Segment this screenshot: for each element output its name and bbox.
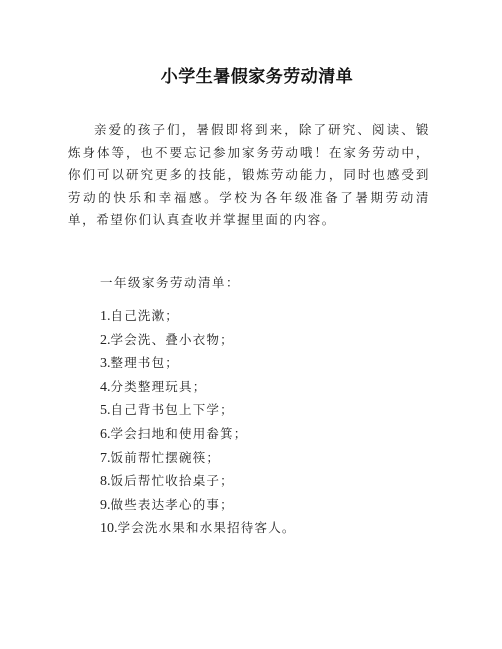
list-item-text: 饭后帮忙收拾桌子； bbox=[110, 473, 234, 489]
list-item-text: 饭前帮忙摆碗筷； bbox=[110, 449, 221, 465]
list-item-number: 9. bbox=[100, 497, 111, 513]
list-item-number: 7. bbox=[100, 450, 111, 466]
list-item-text: 学会扫地和使用畚箕； bbox=[110, 425, 248, 441]
section-heading: 一年级家务劳动清单： bbox=[100, 275, 241, 290]
list-item-number: 3. bbox=[100, 356, 111, 372]
list-item-text: 学会洗水果和水果招待客人。 bbox=[117, 520, 296, 536]
list-item-text: 自己洗漱； bbox=[110, 308, 180, 323]
list-item bbox=[100, 469, 296, 493]
list-item bbox=[100, 375, 296, 399]
list-item-text: 分类整理玩具； bbox=[110, 378, 207, 394]
list-item-text: 做些表达孝心的事； bbox=[110, 496, 234, 512]
list-item-text: 整理书包； bbox=[110, 355, 180, 371]
task-list bbox=[100, 304, 296, 540]
document-title: 小学生暑假家务劳动清单 bbox=[160, 67, 354, 87]
list-item bbox=[100, 328, 296, 352]
list-item bbox=[100, 398, 296, 422]
list-item-text: 自己背书包上下学； bbox=[110, 402, 234, 418]
intro-paragraph: 亲爱的孩子们，暑假即将到来，除了研究、阅读、锻炼身体等，也不要忘记参加家务劳动哦！在家务劳动中，你们可以研究更多的技能，锻炼劳动能力，同时也感受到劳动的快乐和幸福感。学校为各年级准备了暑期劳动清单，希望你们认真查收并掌握里面的内容。 bbox=[68, 122, 430, 227]
list-item-number: 6. bbox=[100, 426, 111, 442]
list-item-number: 5. bbox=[100, 403, 111, 419]
list-item-number: 2. bbox=[100, 332, 111, 348]
list-item-text: 学会洗、叠小衣物； bbox=[110, 331, 234, 347]
list-item-number: 10. bbox=[100, 521, 118, 537]
list-item bbox=[100, 422, 296, 446]
list-item-number: 1. bbox=[100, 309, 111, 324]
list-item-number: 8. bbox=[100, 474, 111, 490]
list-item bbox=[100, 516, 296, 540]
list-item-number: 4. bbox=[100, 379, 111, 395]
list-item bbox=[100, 304, 296, 328]
list-item bbox=[100, 493, 296, 517]
list-item bbox=[100, 351, 296, 375]
list-item bbox=[100, 446, 296, 470]
